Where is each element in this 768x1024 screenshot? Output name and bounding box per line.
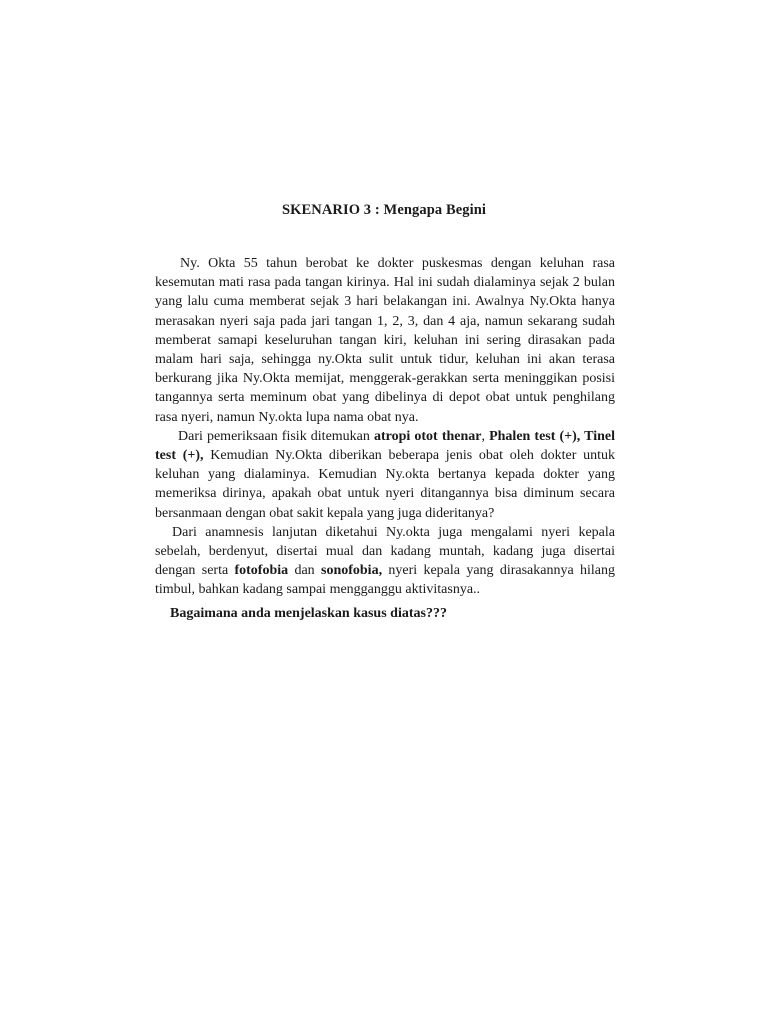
paragraph-3-text-2: dan (288, 563, 321, 579)
paragraph-1: Ny. Okta 55 tahun berobat ke dokter puskesmas dengan keluhan rasa kesemutan mati rasa pada tangan kirinya. Hal ini sudah dialaminya sejak 2 bulan yang lalu cuma memberat sejak 3 hari belakangan ini. Awalnya Ny.Okta hanya merasakan nyeri saja pada jari tangan 1, 2, 3, dan 4 aja, namun sekarang sudah memberat samapi keseluruhan tangan kiri, keluhan ini sering dirasakan pada malam hari saja, sehingga ny.Okta sulit untuk tidur, keluhan ini akan terasa berkurang jika Ny.Okta memijat, menggerak-gerakkan serta meninggikan posisi tangannya serta meminum obat yang dibelinya di depot obat untuk penghilang rasa nyeri, namun Ny.okta lupa nama obat nya. (155, 256, 615, 425)
paragraph-3-text-1: Dari anamnesis lanjutan diketahui Ny.okta juga mengalami nyeri kepala sebelah, berdenyut, disertai mual dan kadang muntah, kadang juga disertai dengan serta (155, 524, 615, 579)
paragraph-3-text-3: nyeri kepala yang dirasakannya hilang timbul, bahkan kadang sampai mengganggu aktivitasnya.. (155, 563, 615, 598)
paragraph-2-bold-2: Phalen test (+), Tinel test (+), (155, 428, 616, 464)
paragraph-3-bold-1: fotofobia (234, 563, 289, 579)
paragraph-2-text-3: Kemudian Ny.Okta diberikan beberapa jenis obat oleh dokter untuk keluhan yang dialaminya. Kemudian Ny.okta bertanya kepada dokter yang memeriksa dirinya, apakah obat untuk nyeri ditangannya bisa diminum secara bersanmaan dengan obat sakit kepala yang juga dideritanya? (155, 448, 615, 521)
document-title: SKENARIO 3 : Mengapa Begini (281, 202, 487, 218)
paragraph-3-bold-2: sonofobia, (321, 563, 383, 579)
document-body (155, 254, 615, 623)
paragraph-2-bold-1: atropi otot thenar (374, 428, 482, 444)
paragraph-2-text-2: , (481, 428, 490, 444)
paragraph-3 (155, 523, 615, 600)
paragraph-2-text-1: Dari pemeriksaan fisik ditemukan (178, 428, 374, 444)
paragraph-2 (155, 427, 615, 523)
closing-question: Bagaimana anda menjelaskan kasus diatas??? (170, 605, 447, 621)
